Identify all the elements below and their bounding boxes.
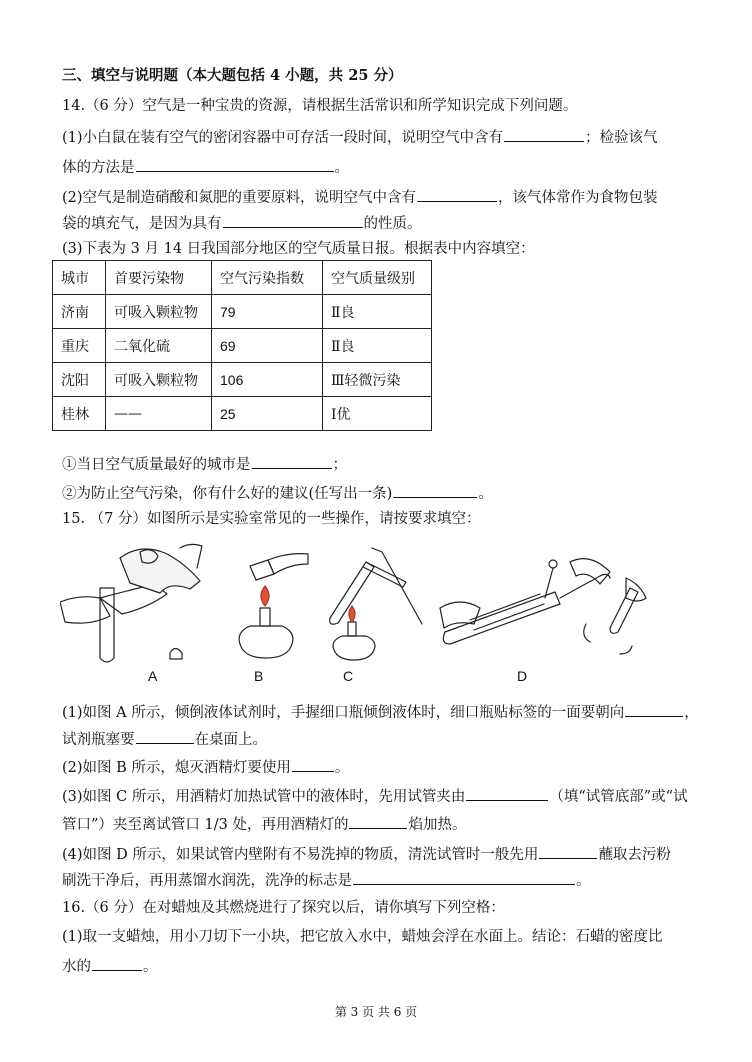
q14-p2-text-b: ，该气体常作为食物包装 [498,190,658,206]
table-row [53,295,432,329]
q15-part1-line2 [62,728,267,750]
q14-p1-text-a: (1)小白鼠在装有空气的密闭容器中可存活一段时间，说明空气中含有 [62,130,504,146]
q15-p4-text-c: 刷洗干净后，再用蒸馏水润洗，洗净的标志是 [62,873,352,889]
table-cell: 重庆 [53,329,106,363]
q15-p2-text-a: (2)如图 B 所示，熄灭酒精灯要使用 [62,760,291,776]
figure-label-a: A [148,668,158,684]
q15-p1-text-a: (1)如图 A 所示，倾倒液体试剂时，手握细口瓶倾倒液体时，细口瓶贴标签的一面要朝向 [62,705,625,721]
q16-p1-text-c: 。 [143,959,158,975]
figure-label-b: B [254,668,264,684]
table-header-cell: 首要污染物 [106,261,212,295]
q16-intro: 16.（6 分）在对蜡烛及其燃烧进行了探究以后，请你填写下列空格： [62,900,505,916]
table-cell: 可吸入颗粒物 [106,295,212,329]
answer-blank[interactable] [625,701,683,717]
q16-part1-line1: (1)取一支蜡烛，用小刀切下一小块，把它放入水中，蜡烛会浮在水面上。结论：石蜡的密度比 [62,929,663,945]
answer-blank[interactable] [136,728,194,744]
q15-part4-line1 [62,843,671,865]
table-cell: 桂林 [53,397,106,431]
answer-blank[interactable] [92,955,142,971]
table-header-cell: 空气质量级别 [323,261,432,295]
table-header-row [53,261,432,295]
table-cell: 济南 [53,295,106,329]
answer-blank[interactable] [417,186,497,202]
q14-p1-text-c: 体的方法是 [62,160,135,176]
table-cell: Ⅱ良 [323,329,432,363]
q14-intro: 14.（6 分）空气是一种宝贵的资源，请根据生活常识和所学知识完成下列问题。 [62,98,578,114]
table-cell: 79 [212,295,323,329]
table-cell: —— [106,397,212,431]
figure-d-cleaning-illustration [440,559,646,654]
q15-p4-text-a: (4)如图 D 所示，如果试管内壁附有不易洗掉的物质，清洗试管时一般先用 [62,847,539,863]
section-heading: 三、填空与说明题（本大题包括 4 小题，共 25 分） [62,67,403,84]
q14-p2-text-a: (2)空气是制造硝酸和氮肥的重要原料，说明空气中含有 [62,190,417,206]
table-cell: 25 [212,397,323,431]
table-cell: Ⅱ良 [323,295,432,329]
lab-operations-figure [60,538,680,664]
air-quality-table [52,260,432,431]
q15-p1-text-c: 试剂瓶塞要 [62,732,135,748]
q14-part3: (3)下表为 3 月 14 日我国部分地区的空气质量日报。根据表中内容填空： [62,241,535,257]
figure-label-c: C [343,668,354,684]
table-cell: 沈阳 [53,363,106,397]
q14-p1-text-b: ；检验该气 [585,130,658,146]
answer-blank[interactable] [136,156,334,172]
q15-p4-text-d: 。 [576,873,591,889]
figure-c-heating-illustration [330,548,422,660]
q14-sub2 [62,482,493,504]
q15-intro: 15. （7 分）如图所示是实验室常见的一些操作，请按要求填空： [62,511,481,527]
answer-blank[interactable] [466,785,548,801]
q15-p3-text-b: （填“试管底部”或“试 [549,789,688,805]
answer-blank[interactable] [393,482,477,498]
q14-s1-text-a: ①当日空气质量最好的城市是 [62,457,251,473]
q14-part2-line1 [62,186,658,208]
table-cell: 二氧化硫 [106,329,212,363]
table-cell: 可吸入颗粒物 [106,363,212,397]
q15-p1-text-b: ， [684,705,699,721]
table-row [53,329,432,363]
q15-p3-text-a: (3)如图 C 所示，用酒精灯加热试管中的液体时，先用试管夹由 [62,789,466,805]
figure-label-d: D [517,668,528,684]
q14-s2-text-b: 。 [478,486,493,502]
q15-part3-line2 [62,813,466,835]
q15-p1-text-d: 在桌面上。 [194,732,267,748]
q15-p3-text-c: 管口”）夹至离试管口 1/3 处，再用酒精灯的 [62,817,349,833]
answer-blank[interactable] [223,212,363,228]
answer-blank[interactable] [353,869,575,885]
q14-sub1 [62,453,347,475]
answer-blank[interactable] [504,126,584,142]
q14-part1-line2 [62,156,349,178]
q15-part2 [62,756,349,778]
answer-blank[interactable] [252,453,332,469]
table-header-cell: 空气污染指数 [212,261,323,295]
q15-part1-line1 [62,701,699,723]
q14-p2-text-d: 的性质。 [363,216,422,232]
answer-blank[interactable] [292,756,334,772]
table-row [53,397,432,431]
table-cell: 69 [212,329,323,363]
figure-b-alcohol-lamp-illustration [239,554,308,658]
table-cell: Ⅲ轻微污染 [323,363,432,397]
q14-p2-text-c: 袋的填充气，是因为具有 [62,216,222,232]
figure-a-pouring-illustration [60,544,202,662]
table-cell: Ⅰ优 [323,397,432,431]
page-footer: 第 3 页 共 6 页 [334,1005,418,1019]
answer-blank[interactable] [349,813,407,829]
q14-part2-line2 [62,212,422,234]
q15-p2-text-b: 。 [334,760,350,776]
table-header-cell: 城市 [53,261,106,295]
q15-p4-text-b: 蘸取去污粉 [598,847,671,863]
q15-part4-line2 [62,869,591,891]
answer-blank[interactable] [539,843,597,859]
q16-part1-line2 [62,955,158,977]
q15-p3-text-d: 焰加热。 [408,817,467,833]
q16-p1-text-b: 水的 [62,959,91,975]
q15-part3-line1 [62,785,688,807]
q14-p1-text-d: 。 [334,160,349,176]
q14-s1-text-b: ； [332,457,347,473]
q14-part1-line1 [62,126,658,148]
table-row [53,363,432,397]
table-cell: 106 [212,363,323,397]
q14-s2-text-a: ②为防止空气污染，你有什么好的建议(任写出一条) [62,486,393,502]
